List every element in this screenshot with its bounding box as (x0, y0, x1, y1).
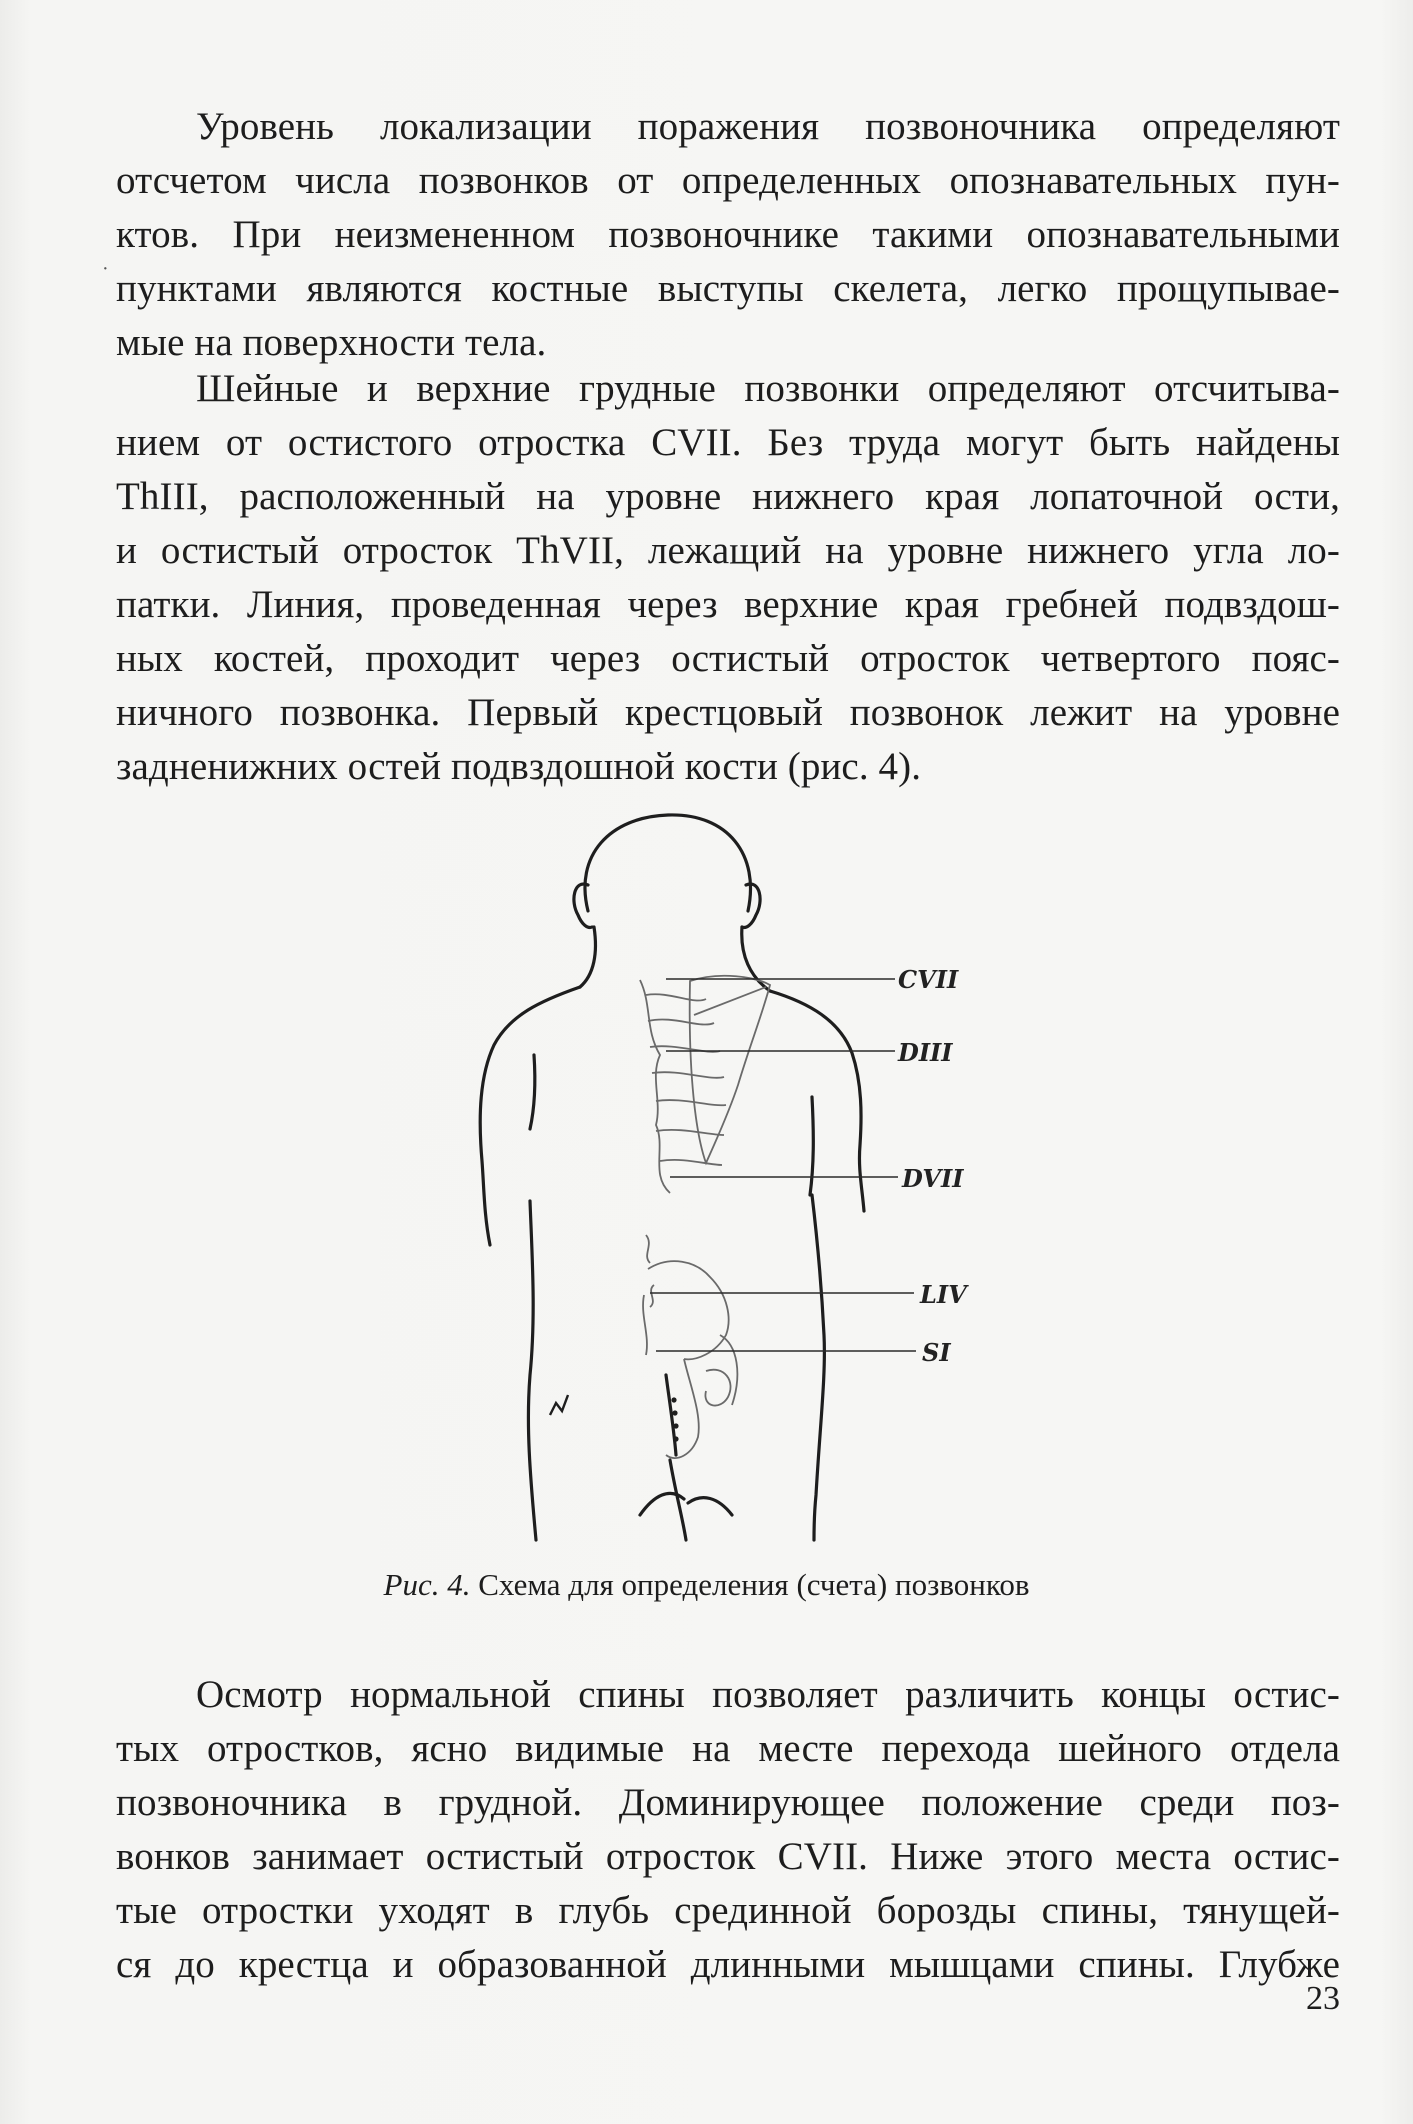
neck-left (580, 927, 595, 987)
text-line: нием от остистого отростка CVII. Без труда могут быть найдены (116, 421, 1340, 464)
scan-artifact: · (102, 258, 109, 280)
right-torso-side (812, 1195, 824, 1540)
text-line: патки. Линия, проведенная через верхние края гребней подвздош- (116, 583, 1340, 626)
text-line: Осмотр нормальной спины позволяет различить концы остис- (196, 1673, 1340, 1716)
text-line: ных костей, проходит через остистый отросток четвертого пояс- (116, 637, 1340, 680)
text-line: ThIII, расположенный на уровне нижнего края лопаточной ости, (116, 475, 1340, 518)
text-line: мые на поверхности тела. (116, 321, 547, 364)
text-line: Уровень локализации поражения позвоночника определяют (196, 105, 1340, 148)
label-liv: LIV (920, 1280, 967, 1309)
text-line: пунктами являются костные выступы скелета, легко прощупывае- (116, 267, 1340, 310)
text-line: вонков занимает остистый отросток CVII. Ниже этого места остис- (116, 1835, 1340, 1878)
caption-number: Рис. 4. (383, 1567, 471, 1602)
label-cvii: CVII (898, 965, 959, 994)
text-line: тых отростков, ясно видимые на месте перехода шейного отдела (116, 1727, 1340, 1770)
back-illustration (470, 815, 990, 1550)
text-line: ктов. При неизмененном позвоночнике такими опознавательными (116, 213, 1340, 256)
text-line: ничного позвонка. Первый крестцовый позвонок лежит на уровне (116, 691, 1340, 734)
figure-spine-diagram (470, 815, 990, 1550)
paragraph-cervical (116, 362, 1340, 794)
text-line: Шейные и верхние грудные позвонки определяют отсчитыва- (196, 367, 1340, 410)
right-arm-outer (770, 991, 864, 1211)
skeleton-sketch (640, 976, 770, 1458)
figure-caption (0, 1565, 1413, 1605)
label-diii: DIII (898, 1038, 953, 1067)
text-line: тые отростки уходят в глубь срединной борозды спины, тянущей- (116, 1889, 1340, 1932)
paragraph-localization (116, 100, 1340, 370)
caption-text: Схема для определения (счета) позвонков (470, 1567, 1030, 1602)
text-line: задненижних остей подвздошной кости (рис. 4). (116, 745, 922, 788)
right-armpit-line (810, 1097, 813, 1195)
hip-mark (550, 1395, 568, 1415)
text-line: позвоночника в грудной. Доминирующее положение среди поз- (116, 1781, 1340, 1824)
neck-right (742, 927, 770, 991)
gluteal-right (688, 1498, 732, 1515)
left-ear (574, 884, 592, 928)
head-outline (585, 815, 751, 911)
text-line: ся до крестца и образованной длинными мышцами спины. Глубже (116, 1943, 1340, 1986)
label-dvii: DVII (902, 1164, 964, 1193)
text-line: отсчетом числа позвонков от определенных опознавательных пун- (116, 159, 1340, 202)
paragraph-inspection (116, 1668, 1340, 1992)
left-torso-side (528, 1201, 536, 1540)
label-si: SI (922, 1338, 951, 1367)
text-line: и остистый отросток ThVII, лежащий на уровне нижнего угла ло- (116, 529, 1340, 572)
page-number: 23 (1306, 1980, 1340, 2017)
left-armpit-line (530, 1055, 535, 1129)
